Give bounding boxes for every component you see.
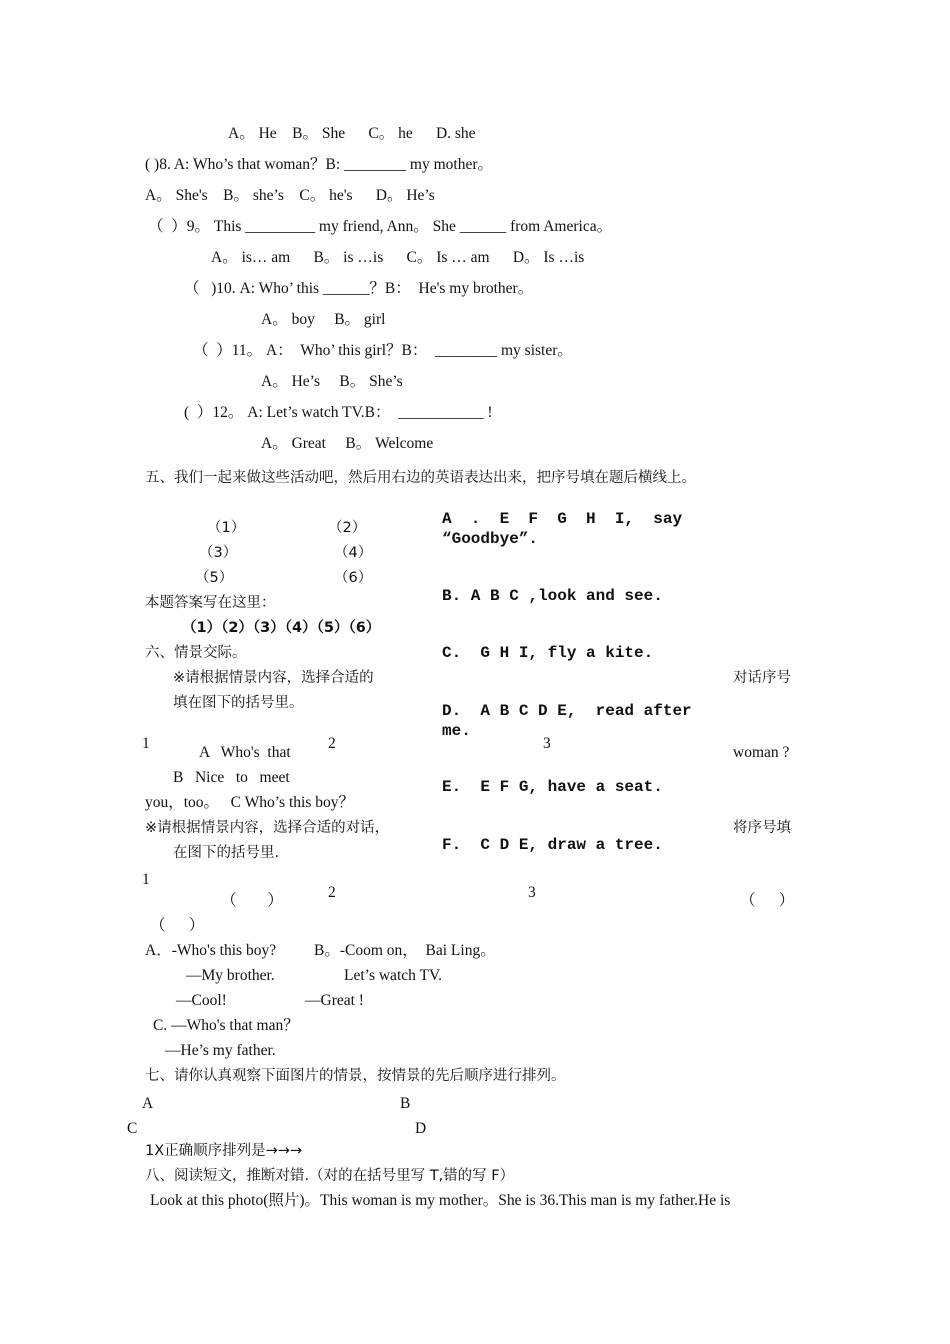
pic-label-b: B [400,1095,411,1112]
q12-options: A。 Great B。 Welcome [261,435,434,452]
q11-options: A。 He’s B。 She’s [261,373,403,390]
pic-label-c: C [127,1120,138,1137]
dialog-b-c: you，too。 C Who’s this boy？ [145,794,354,811]
pic-label-2: （2） [328,520,367,536]
dialog-opt-b3: —Great ! [305,992,364,1009]
dialog-opt-a1: A．-Who's this boy? [145,942,277,959]
pic-label-5: （5） [195,570,234,586]
section5-heading: 五、我们一起来做这些活动吧，然后用右边的英语表达出来，把序号填在题后横线上。 [145,470,696,486]
q11-question: （ ）11。 A： Who’ this girl？B： ________ my sister。 [193,342,573,359]
dialog-opt-a3: —Cool! [176,992,227,1009]
pic-label-6: （6） [334,570,373,586]
dialog-opt-c1: C. —Who's that man？ [153,1017,299,1034]
option-d-cont: me. [442,722,471,740]
option-a-cont: “Goodbye”. [442,530,539,548]
pic-label-3: （3） [199,545,238,561]
reading-passage: Look at this photo(照片)。This woman is my mother。She is 36.This man is my father.He is [150,1192,731,1209]
section7-heading: 七、请你认真观察下面图片的情景，按情景的先后顺序进行排列。 [145,1068,566,1084]
pic-num-2b: 2 [328,884,336,901]
pic-num-3: 3 [543,735,551,752]
answer-label: 本题答案写在这里： [145,595,276,611]
instruction-b-line1: ※请根据情景内容，选择合适的对话， [145,820,390,836]
pic-label-1: （1） [207,520,246,536]
q7-options: A。 He B。 She C。 he D. she [228,125,476,142]
dialog-a-end: woman ? [733,744,790,761]
q10-question: （ )10. A: Who’ this ______？B： He's my brother。 [184,280,534,297]
order-answer: 1X正确顺序排列是→→→ [145,1143,303,1159]
dialog-a: A Who's that [199,744,291,761]
dialog-order-label: 对话序号 [733,670,791,686]
q12-question: ( ）12。 A: Let’s watch TV.B： ___________ ! [184,404,493,421]
pic-num-3b: 3 [528,884,536,901]
dialog-opt-b2: Let’s watch TV. [344,967,443,984]
pic-label-a: A [142,1095,154,1112]
dialog-b: B Nice to meet [173,769,290,786]
pic-num-2: 2 [328,735,336,752]
pic-label-4: （4） [334,545,373,561]
q8-question: ( )8. A: Who’s that woman？B: ________ my mother。 [145,156,494,173]
option-a: A . E F G H I, say [442,510,683,528]
answer-slots: （1）（2）（3）（4）（5）（6） [182,620,381,636]
option-d: D. A B C D E, read after [442,702,692,720]
answer-paren-4: （ ） [740,892,795,909]
dialog-opt-a2: —My brother. [186,967,275,984]
dialog-opt-c2: —He’s my father. [165,1042,276,1059]
q10-options: A。 boy B。 girl [261,311,386,328]
option-c: C. G H I, fly a kite. [442,644,654,662]
option-b: B. A B C ,look and see. [442,587,663,605]
instruction-b-line2: 在图下的括号里. [173,845,280,861]
q9-question: （ ）9。 This _________ my friend, Ann。 She ______ from America。 [148,218,613,235]
pic-num-1: 1 [142,735,150,752]
answer-paren-1: （ ） [150,917,205,934]
pic-label-d: D [415,1120,427,1137]
q9-options: A。 is… am B。 is …is C。 Is … am D。 Is …is [211,249,585,266]
section8-heading: 八、阅读短文，推断对错.（对的在括号里写 T,错的写 F） [145,1168,515,1184]
instruction-b-right: 将序号填 [733,820,791,836]
pic-num-1b: 1 [142,871,150,888]
section6-heading: 六、情景交际。 [145,645,247,661]
q8-options: A。 She's B。 she’s C。 he's D。 He’s [145,187,435,204]
option-f: F. C D E, draw a tree. [442,836,663,854]
option-e: E. E F G, have a seat. [442,778,663,796]
answer-paren-2: （ ） [221,892,284,909]
instruction-a-line2: 填在图下的括号里。 [173,695,304,711]
instruction-a-line1: ※请根据情景内容，选择合适的 [173,670,374,686]
dialog-opt-b1: B。-Coom on， Bai Ling。 [314,942,496,959]
